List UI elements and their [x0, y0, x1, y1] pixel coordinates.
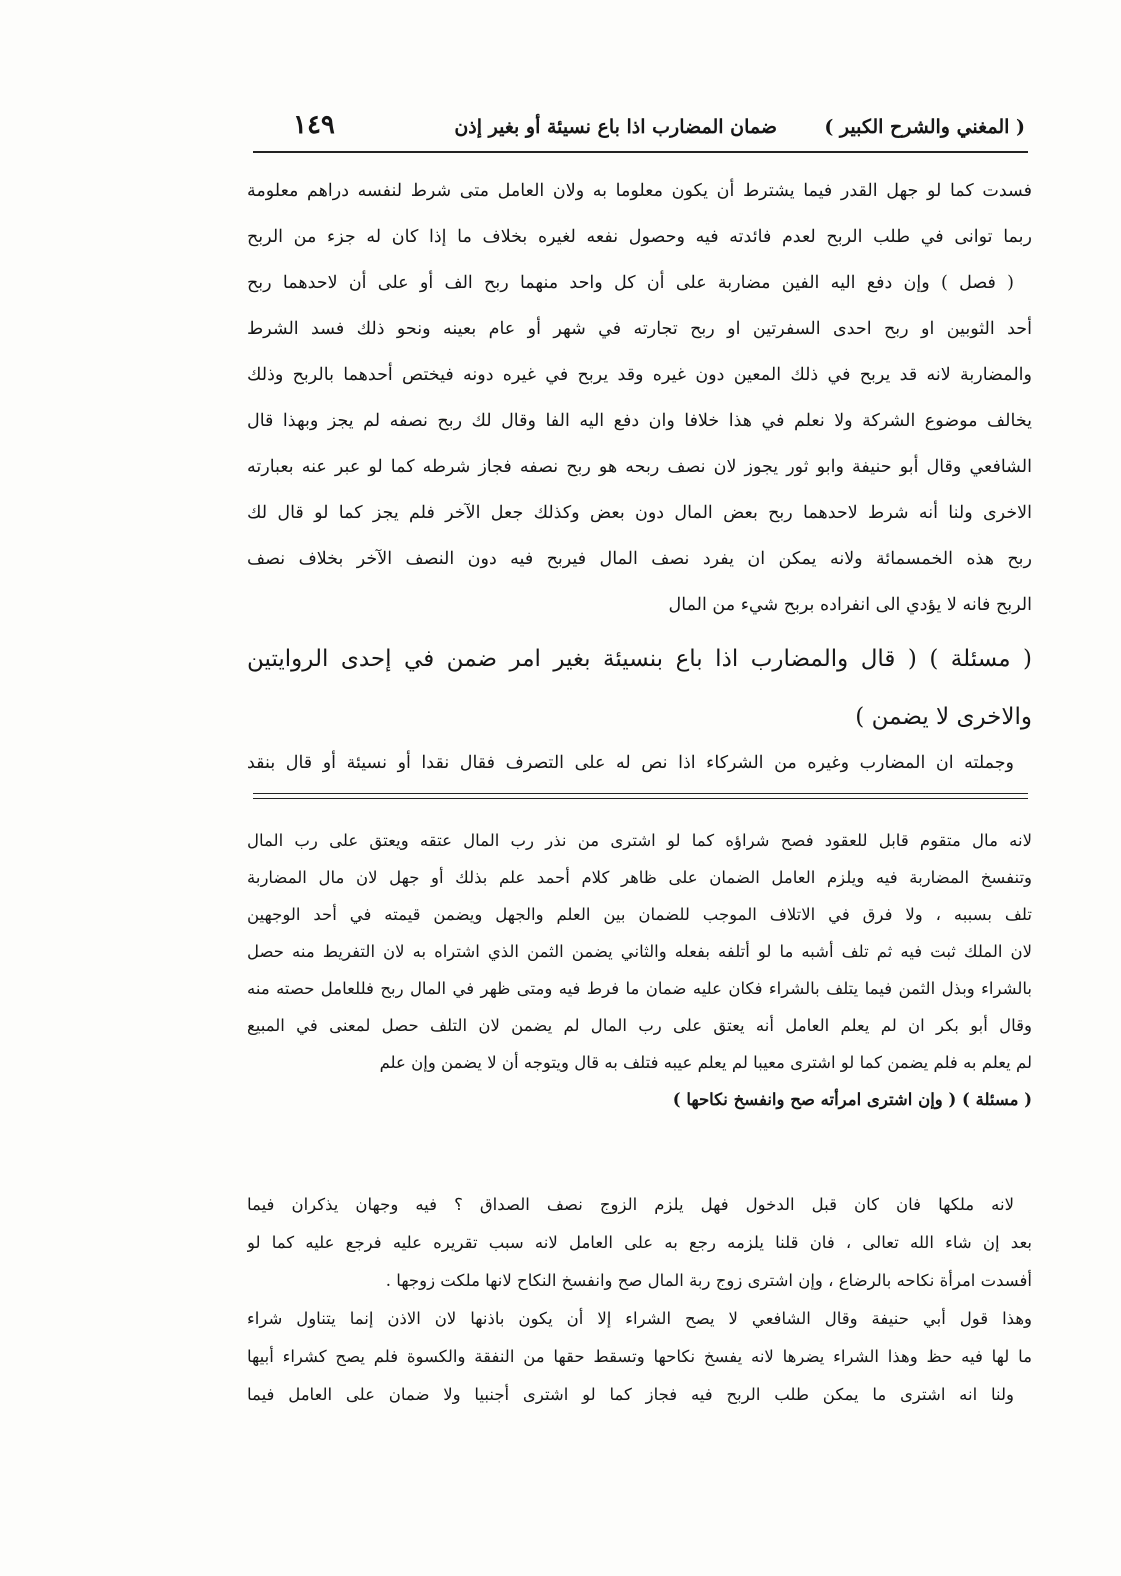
text-line: وهذا قول أبي حنيفة وقال الشافعي لا يصح الشراء إلا أن يكون باذنها لان الاذن إنما يتناول شراء: [247, 1309, 1032, 1328]
text-line: ربح هذه الخمسمائة ولانه يمكن ان يفرد نصف المال فيربح فيه دون النصف الآخر بخلاف نصف: [247, 549, 1032, 569]
text-line: ربما توانى في طلب الربح لعدم فائدته فيه وحصول نفعه لغيره بخلاف ما إذا كان له جزء من الربح: [247, 227, 1032, 247]
text-line: يخالف موضوع الشركة ولا نعلم في هذا خلافا وان دفع اليه الفا وقال لك ربح نصفه لم يجز وبهذا قال: [247, 411, 1032, 431]
text-line: ما لها فيه حظ وهذا الشراء يضرها لانه يفسخ نكاحها وتسقط حقها من النفقة والكسوة فلم يصح كشراء أبيها: [247, 1347, 1032, 1366]
masala-explanation: [247, 740, 1032, 786]
text-line: وجملته ان المضارب وغيره من الشركاء اذا نص له على التصرف فقال نقدا أو نسيئة أو قال بنقد: [247, 753, 1014, 773]
text-line: فسدت كما لو جهل القدر فيما يشترط أن يكون معلوما به ولان العامل متى شرط لنفسه دراهم معلومة: [247, 181, 1032, 201]
text-line: الاخرى ولنا أنه شرط لاحدهما ربح بعض المال دون بعض وكذلك جعل الآخر فلم يجز كما لو قال لك: [247, 503, 1032, 523]
text-line: الشافعي وقال أبو حنيفة وابو ثور يجوز لان نصف ربحه هو ربح نصفه فجاز شرطه كما لو عبر عنه بعبارته: [247, 457, 1032, 477]
text-line: والمضاربة لانه قد يربح في ذلك المعين دون غيره وقد يربح في غيره دونه فيختص أحدهما بالربح وذلك: [247, 365, 1032, 385]
main-text: [247, 168, 1032, 628]
text-line: بالشراء وبذل الثمن فيما يتلف بالشراء فكان عليه ضمان ما فرط فيه ومتى ظهر في المال ربح فللعامل حصته منه: [247, 979, 1032, 998]
text-line: الربح فانه لا يؤدي الى انفراده بربح شيء من المال: [668, 595, 1032, 615]
text-line: وقال أبو بكر ان لم يعلم العامل أنه يعتق على رب المال لم يضمن لان التلف حصل لمعنى في المبيع: [247, 1016, 1032, 1035]
text-line: أحد الثوبين او ربح احدى السفرتين او ربح تجارته في شهر أو عام بعينه ونحو ذلك فسد الشرط: [247, 319, 1032, 339]
separator-rule: [253, 793, 1028, 794]
text-line: ( فصل ) وإن دفع اليه الفين مضاربة على أن كل واحد منهما ربح الف أو على أن لاحدهما ربح: [247, 273, 1014, 293]
chapter-title: ضمان المضارب اذا باع نسيئة أو بغير إذن: [454, 116, 777, 138]
masala-heading-2: ( مسئلة ) ( وإن اشترى امرأته صح وانفسخ نكاحها ): [672, 1090, 1032, 1109]
header-rule: [253, 151, 1028, 153]
page-number: ١٤٩: [293, 110, 335, 140]
text-line: لان الملك ثبت فيه ثم تلف أشبه ما لو أتلفه بفعله والثاني يضمن الثمن الذي اشتراه به لان التفريط منه حصل: [247, 942, 1032, 961]
text-line: لانه مال متقوم قابل للعقود فصح شراؤه كما لو اشترى من نذر رب المال عتقه ويعتق على رب المال: [247, 831, 1032, 850]
commentary-text: [247, 822, 1032, 1118]
commentary-text-2: [247, 1186, 1032, 1414]
text-line: ولنا انه اشترى ما يمكن طلب الربح فيه فجاز كما لو اشترى أجنبيا ولا ضمان على العامل فيما: [247, 1385, 1014, 1404]
separator-rule: [253, 798, 1028, 799]
running-header: [253, 108, 1025, 152]
text-line: أفسدت امرأة نكاحه بالرضاع ، وإن اشترى زوج ربة المال صح وانفسخ النكاح لانها ملكت زوجها .: [385, 1271, 1032, 1290]
masala-heading: [247, 630, 1032, 746]
text-line: لم يعلم به فلم يضمن كما لو اشترى معيبا لم يعلم عيبه فتلف به قال ويتوجه أن لا يضمن وإن علم: [379, 1053, 1032, 1072]
book-title: ( المغني والشرح الكبير ): [824, 116, 1025, 138]
text-line: بعد إن شاء الله تعالى ، فان قلنا يلزمه رجع به على العامل لانه سبب تقريره عليه فرجع عليه كما لو: [247, 1233, 1032, 1252]
text-line: وتنفسخ المضاربة فيه ويلزم العامل الضمان على ظاهر كلام أحمد علم بذلك أو جهل لان مال المضاربة: [247, 868, 1032, 887]
text-line: تلف بسببه ، ولا فرق في الاتلاف الموجب للضمان بين العلم والجهل ويضمن قيمته في أحد الوجهين: [247, 905, 1032, 924]
masala-line: والاخرى لا يضمن ): [855, 704, 1032, 730]
text-line: لانه ملكها فان كان قبل الدخول فهل يلزم الزوج نصف الصداق ؟ فيه وجهان يذكران فيما: [247, 1195, 1014, 1214]
masala-line: ( مسئلة ) ( قال والمضارب اذا باع بنسيئة بغير امر ضمن في إحدى الروايتين: [247, 646, 1032, 672]
